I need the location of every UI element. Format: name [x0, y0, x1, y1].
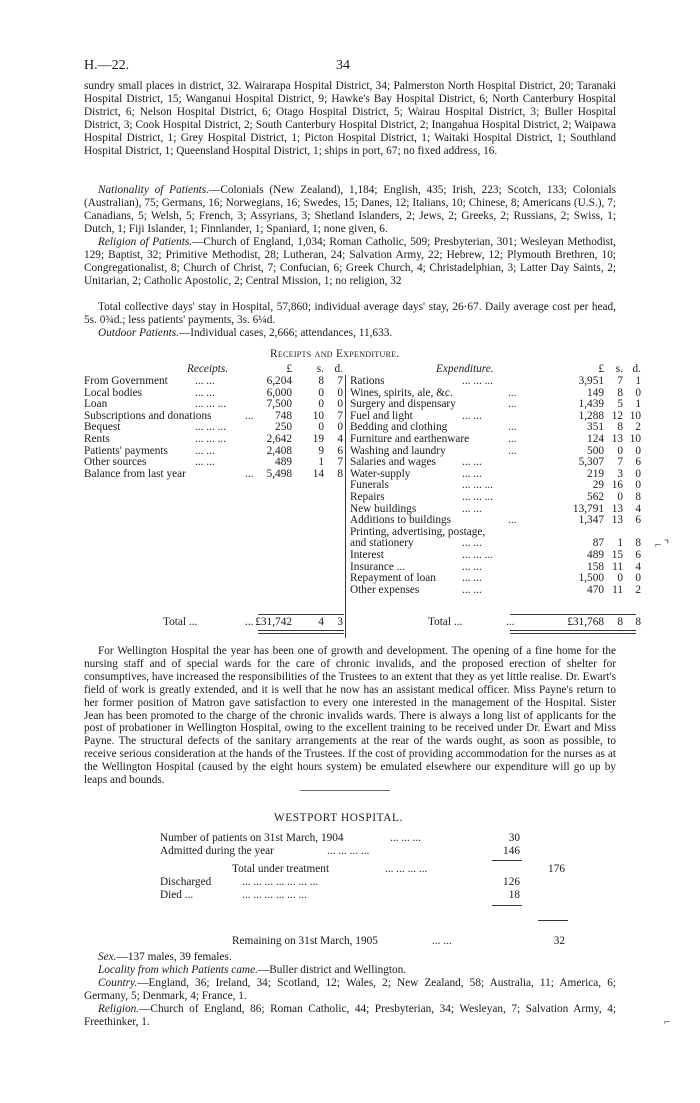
expenditure-pounds: 1,500	[578, 572, 604, 585]
expenditure-col-pounds: £	[598, 363, 604, 375]
receipt-dots: ... ... ...	[195, 398, 227, 411]
expenditure-pence: 8	[635, 537, 641, 550]
expenditure-dots: ... ...	[462, 560, 482, 573]
expenditure-dots: ... ...	[462, 537, 482, 550]
westport-locality	[84, 964, 616, 977]
receipts-expenditure-title: Receipts and Expenditure.	[270, 348, 400, 360]
receipts-total-label: Total ...	[163, 616, 198, 628]
expenditure-shillings: 8	[617, 386, 623, 399]
receipt-pounds: 7,500	[266, 398, 292, 411]
expenditure-shillings: 0	[617, 572, 623, 585]
expenditure-pence: 4	[635, 502, 641, 515]
expenditure-label: Surgery and dispensary	[350, 398, 456, 411]
expenditure-pence: 0	[635, 467, 641, 480]
receipt-shillings: 14	[312, 467, 324, 480]
expenditure-pence: 1	[635, 375, 641, 387]
expenditure-pounds: 124	[587, 433, 604, 445]
receipt-dots: ... ...	[195, 444, 215, 457]
expenditure-dots: ... ... ...	[462, 491, 494, 503]
expenditure-pounds: 149	[587, 386, 604, 399]
expenditure-pounds: 1,288	[578, 409, 604, 422]
expenditure-label: Insurance ...	[350, 560, 406, 573]
outdoor-label: Outdoor Patients.	[98, 327, 179, 339]
receipt-label: Loan	[84, 398, 108, 411]
receipt-pounds: 748	[275, 409, 292, 422]
expenditure-pence: 2	[635, 583, 641, 596]
expenditure-shillings: 13	[611, 502, 623, 515]
receipt-dots: ... ... ...	[195, 433, 227, 445]
religion-label: Religion of Patients.	[98, 236, 193, 248]
receipt-shillings: 10	[312, 409, 324, 422]
westport-row-dots: ... ...	[432, 935, 452, 947]
receipt-pounds: 489	[275, 456, 292, 469]
receipt-shillings: 8	[318, 375, 324, 387]
westport-religion-label: Religion.	[98, 1003, 140, 1015]
expenditure-pounds: 470	[587, 583, 604, 596]
report-reference: H.—22.	[84, 58, 130, 73]
receipt-pounds: 6,204	[266, 375, 292, 387]
margin-mark: ⌐ ⌝	[655, 539, 670, 551]
receipt-shillings: 0	[318, 398, 324, 411]
receipts-double-rule	[258, 630, 344, 634]
expenditure-pounds: 5,307	[578, 456, 604, 469]
westport-row-dots: ... ... ... ... ... ...	[242, 889, 307, 901]
westport-row-dots: ... ... ... ...	[385, 863, 428, 875]
receipt-pence: 7	[337, 409, 343, 422]
westport-religion	[84, 1003, 616, 1029]
westport-remaining-rule	[538, 920, 568, 921]
receipts-total-pence: 3	[337, 616, 343, 628]
expenditure-shillings: 13	[611, 433, 623, 445]
expenditure-pounds: 351	[587, 421, 604, 434]
westport-country	[84, 977, 616, 1003]
expenditure-label: Wines, spirits, ale, &c.	[350, 386, 453, 399]
expenditure-dots: ... ... ...	[462, 549, 494, 561]
receipt-dots: ...	[245, 467, 254, 480]
expenditure-shillings: 11	[612, 560, 623, 573]
expenditure-total-rule	[510, 614, 636, 615]
westport-row-label: Admitted during the year	[160, 845, 274, 857]
expenditure-shillings: 7	[617, 375, 623, 387]
expenditure-label: Salaries and wages	[350, 456, 436, 469]
margin-mark: ⌐	[664, 1016, 671, 1028]
expenditure-shillings: 8	[617, 421, 623, 434]
receipt-pence: 6	[337, 444, 343, 457]
westport-locality-label: Locality from which Patients came.	[98, 964, 258, 976]
expenditure-label: Interest	[350, 549, 384, 561]
receipt-shillings: 1	[318, 456, 324, 469]
nationality-text: —Colonials (New Zealand), 1,184; English, 435; Irish, 223; Scotch, 133; Colonials (Australian), 75; Germans, 16; Norwegians, 16; Swedes, 15; Danes, 12; Italians, 10; Chinese, 8; Americans (U.S.), 7; Canadians, 5; Welsh, 5; French, 3; Assyrians, 3; Shetland Islanders, 2; Jews, 2; Greeks, 2; Russians, 2; Swiss, 1; Dutch, 1; Fiji Islander, 1; Finnlander, 1; Spaniard, 1; none given, 6.	[84, 184, 617, 235]
expenditure-label: Other expenses	[350, 583, 420, 596]
expenditure-label: Bedding and clothing	[350, 421, 448, 434]
westport-title: WESTPORT HOSPITAL.	[274, 812, 403, 824]
expenditure-dots: ... ...	[462, 583, 482, 596]
wellington-paragraph: For Wellington Hospital the year has been one of growth and development. The opening of a fine home for the nursing staff and of special wards for the care of chronic invalids, and the proposed erection of shelter for consumptives, have increased the responsibilities of the Trustees to an extent that they as yet little realise. Dr. Ewart's field of work is greatly extended, and it is well that he now has an assistant medical officer. Miss Payne's return to her former position of Matron gave satisfaction to every one interested in the management of the Hospital. Sister Jean has been promoted to the charge of the chronic invalids wards. There is always a long list of applicants for the post of probationer in Wellington Hospital, owing to the excellent training to be received under Dr. Ewart and Miss Payne. The structural defects of the sanitary arrangements at the rear of the wards ought, as soon as possible, to receive serious consideration at the hands of the Trustees. If the cost of providing accommodation for the nurses as at the Wellington Hospital (caused by the eight hours system) be emulated elsewhere our expenditure will go up by leaps and bounds.	[84, 645, 616, 787]
expenditure-shillings: 15	[611, 549, 623, 561]
expenditure-pounds: 489	[587, 549, 604, 561]
expenditure-shillings: 11	[612, 583, 623, 596]
expenditure-shillings: 0	[617, 491, 623, 503]
receipt-shillings: 0	[318, 421, 324, 434]
expenditure-dots: ... ... ...	[462, 479, 494, 492]
receipt-pence: 0	[337, 421, 343, 434]
receipt-label: Rents	[84, 433, 110, 445]
expenditure-total-pence: 8	[635, 616, 641, 628]
expenditure-shillings: 3	[617, 467, 623, 480]
expenditure-shillings: 13	[611, 514, 623, 527]
receipt-shillings: 19	[312, 433, 324, 445]
expenditure-dots: ...	[508, 421, 517, 434]
expenditure-double-rule	[510, 630, 636, 634]
expenditure-total-label: Total ...	[428, 616, 463, 628]
westport-row-total: 32	[553, 935, 565, 947]
receipts-total-dots: ...	[245, 616, 254, 628]
expenditure-pounds: 158	[587, 560, 604, 573]
expenditure-label: Washing and laundry	[350, 444, 446, 457]
expenditure-total-pounds: £31,768	[567, 616, 604, 628]
westport-subtotal-rule	[492, 860, 522, 861]
receipt-pence: 7	[337, 456, 343, 469]
expenditure-pounds: 13,791	[572, 502, 604, 515]
expenditure-shillings: 16	[611, 479, 623, 492]
receipt-pence: 8	[337, 467, 343, 480]
receipts-heading: Receipts.	[187, 363, 229, 375]
expenditure-label: and stationery	[350, 537, 414, 550]
receipt-label: Patients' payments	[84, 444, 168, 457]
expenditure-label: Repairs	[350, 491, 385, 503]
expenditure-pounds: 1,439	[578, 398, 604, 411]
receipt-dots: ... ...	[195, 456, 215, 469]
expenditure-shillings: 12	[611, 409, 623, 422]
receipt-label: Local bodies	[84, 386, 143, 399]
expenditure-pounds: 219	[587, 467, 604, 480]
expenditure-label: Rations	[350, 375, 385, 387]
receipt-label: From Government	[84, 375, 168, 387]
westport-row-label: Died ...	[160, 889, 194, 901]
expenditure-pence: 0	[635, 444, 641, 457]
receipt-pence: 0	[337, 398, 343, 411]
receipt-pounds: 6,000	[266, 386, 292, 399]
westport-sex-text: —137 males, 39 females.	[116, 951, 232, 963]
receipt-shillings: 9	[318, 444, 324, 457]
receipt-label: Bequest	[84, 421, 121, 434]
westport-row-label: Discharged	[160, 876, 212, 888]
westport-row-dots: ... ... ...	[390, 832, 422, 844]
receipt-dots: ... ...	[195, 375, 215, 387]
expenditure-pounds: 1,347	[578, 514, 604, 527]
expenditure-label: Furniture and earthenware	[350, 433, 470, 445]
westport-row-value: 30	[508, 832, 520, 844]
expenditure-pence: 6	[635, 549, 641, 561]
westport-row-value: 146	[503, 845, 520, 857]
districts-paragraph: sundry small places in district, 32. Wairarapa Hospital District, 34; Palmerston North Hospital District, 20; Taranaki Hospital District, 15; Wanganui Hospital District, 9; Hawke's Bay Hospital District, 6; North Canterbury Hospital District, 6; Nelson Hospital District, 6; Otago Hospital District, 5; Wairau Hospital District, 3; Buller Hospital District, 3; Cook Hospital District, 2; South Canterbury Hospital District, 2; Inangahua Hospital District, 2; Waipawa Hospital District, 1; Grey Hospital District, 1; Picton Hospital District, 1; Waitaki Hospital District, 1; Southland Hospital District, 1; Queensland Hospital District, 1; ships in port, 67; no fixed address, 16.	[84, 80, 616, 157]
receipt-label: Subscriptions and donations	[84, 409, 212, 422]
receipt-pounds: 5,498	[266, 467, 292, 480]
expenditure-pence: 10	[629, 409, 641, 422]
expenditure-dots: ...	[508, 433, 517, 445]
expenditure-label: Repayment of loan	[350, 572, 436, 585]
expenditure-dots: ... ...	[462, 456, 482, 469]
westport-row-value: 126	[503, 876, 520, 888]
expenditure-shillings: 1	[617, 537, 623, 550]
expenditure-shillings: 0	[617, 444, 623, 457]
expenditure-dots: ...	[508, 386, 517, 399]
receipts-total-rule	[258, 614, 344, 615]
receipts-total-shillings: 4	[318, 616, 324, 628]
expenditure-pounds: 87	[592, 537, 604, 550]
westport-row-label: Number of patients on 31st March, 1904	[160, 832, 344, 844]
receipt-dots: ... ... ...	[195, 421, 227, 434]
expenditure-pence: 0	[635, 386, 641, 399]
collective-stay-paragraph: Total collective days' stay in Hospital, 57,860; individual average days' stay, 26·67. Daily average cost per head, 5s. 0¾d.; less patients' payments, 3s. 6¼d.	[84, 301, 616, 326]
receipt-pounds: 2,642	[266, 433, 292, 445]
expenditure-label: Fuel and light	[350, 409, 413, 422]
westport-row-label: Remaining on 31st March, 1905	[232, 935, 378, 947]
receipt-pence: 0	[337, 386, 343, 399]
expenditure-label: Water-supply	[350, 467, 411, 480]
religion-text: —Church of England, 1,034; Roman Catholic, 509; Presbyterian, 301; Wesleyan Methodist, 129; Baptist, 32; Primitive Methodist, 28; Lutheran, 24; Salvation Army, 22; Hebrew, 12; Plymouth Brethren, 10; Congregationalist, 8; Church of Christ, 7; Confucian, 6; Greek Church, 4; Christadelphian, 3; Latter Day Saints, 2; Unitarian, 2; Catholic Apostolic, 2; Central Mission, 1; no religion, 32	[84, 236, 617, 287]
expenditure-dots: ... ...	[462, 467, 482, 480]
receipt-pounds: 2,408	[266, 444, 292, 457]
receipt-label: Other sources	[84, 456, 147, 469]
expenditure-pence: 2	[635, 421, 641, 434]
outdoor-text: —Individual cases, 2,666; attendances, 11,633.	[178, 327, 393, 339]
section-separator	[300, 790, 390, 791]
westport-discharge-rule	[492, 905, 522, 906]
westport-row-total: 176	[548, 863, 565, 875]
expenditure-pence: 0	[635, 479, 641, 492]
expenditure-dots: ...	[508, 514, 517, 527]
expenditure-label: Printing, advertising, postage,	[350, 525, 486, 538]
westport-country-label: Country.	[98, 977, 138, 989]
westport-row-label: Total under treatment	[232, 863, 330, 875]
nationality-label: Nationality of Patients.	[98, 184, 210, 196]
expenditure-pence: 0	[635, 572, 641, 585]
expenditure-label: New buildings	[350, 502, 417, 515]
expenditure-total-shillings: 8	[617, 616, 623, 628]
expenditure-dots: ... ...	[462, 409, 482, 422]
receipt-label: Balance from last year	[84, 467, 186, 480]
expenditure-heading: Expenditure.	[436, 363, 494, 375]
westport-country-text: —England, 36; Ireland, 34; Scotland, 12; Wales, 2; New Zealand, 58; Australia, 11; America, 6; Germany, 5; Denmark, 4; France, 1.	[84, 977, 616, 1002]
expenditure-pounds: 500	[587, 444, 604, 457]
expenditure-dots: ... ...	[462, 502, 482, 515]
westport-row-dots: ... ... ... ... ... ... ...	[242, 876, 319, 888]
receipt-shillings: 0	[318, 386, 324, 399]
expenditure-dots: ...	[508, 444, 517, 457]
receipt-dots: ...	[245, 409, 254, 422]
expenditure-pence: 10	[629, 433, 641, 445]
receipt-pence: 4	[337, 433, 343, 445]
westport-sex	[84, 951, 616, 964]
receipts-col-shillings: s.	[316, 363, 324, 375]
westport-sex-label: Sex.	[98, 951, 117, 963]
westport-row-value: 18	[508, 889, 520, 901]
expenditure-label: Additions to buildings	[350, 514, 452, 527]
expenditure-shillings: 7	[617, 456, 623, 469]
expenditure-pence: 8	[635, 491, 641, 503]
expenditure-col-shillings: s.	[615, 363, 623, 375]
expenditure-dots: ... ... ...	[462, 375, 494, 387]
expenditure-dots: ... ...	[462, 572, 482, 585]
expenditure-pence: 6	[635, 514, 641, 527]
westport-religion-text: —Church of England, 86; Roman Catholic, 44; Presbyterian, 34; Wesleyan, 7; Salvation Army, 4; Freethinker, 1.	[84, 1003, 616, 1028]
receipt-pounds: 250	[275, 421, 292, 434]
expenditure-pounds: 29	[592, 479, 604, 492]
expenditure-pence: 1	[635, 398, 641, 411]
column-divider	[345, 375, 346, 638]
receipt-dots: ... ...	[195, 386, 215, 399]
receipts-col-pounds: £	[286, 363, 292, 375]
westport-row-dots: ... ... ... ...	[327, 845, 370, 857]
receipt-pence: 7	[337, 375, 343, 387]
receipts-col-pence: d.	[334, 363, 343, 375]
expenditure-dots: ...	[508, 398, 517, 411]
page-number: 34	[336, 58, 350, 73]
receipts-total-pounds: £31,742	[255, 616, 292, 628]
expenditure-col-pence: d.	[632, 363, 641, 375]
expenditure-label: Funerals	[350, 479, 389, 492]
expenditure-shillings: 5	[617, 398, 623, 411]
expenditure-pounds: 3,951	[578, 375, 604, 387]
westport-locality-text: —Buller district and Wellington.	[257, 964, 407, 976]
expenditure-pence: 4	[635, 560, 641, 573]
expenditure-pence: 6	[635, 456, 641, 469]
expenditure-pounds: 562	[587, 491, 604, 503]
expenditure-total-dots: ...	[506, 616, 515, 628]
